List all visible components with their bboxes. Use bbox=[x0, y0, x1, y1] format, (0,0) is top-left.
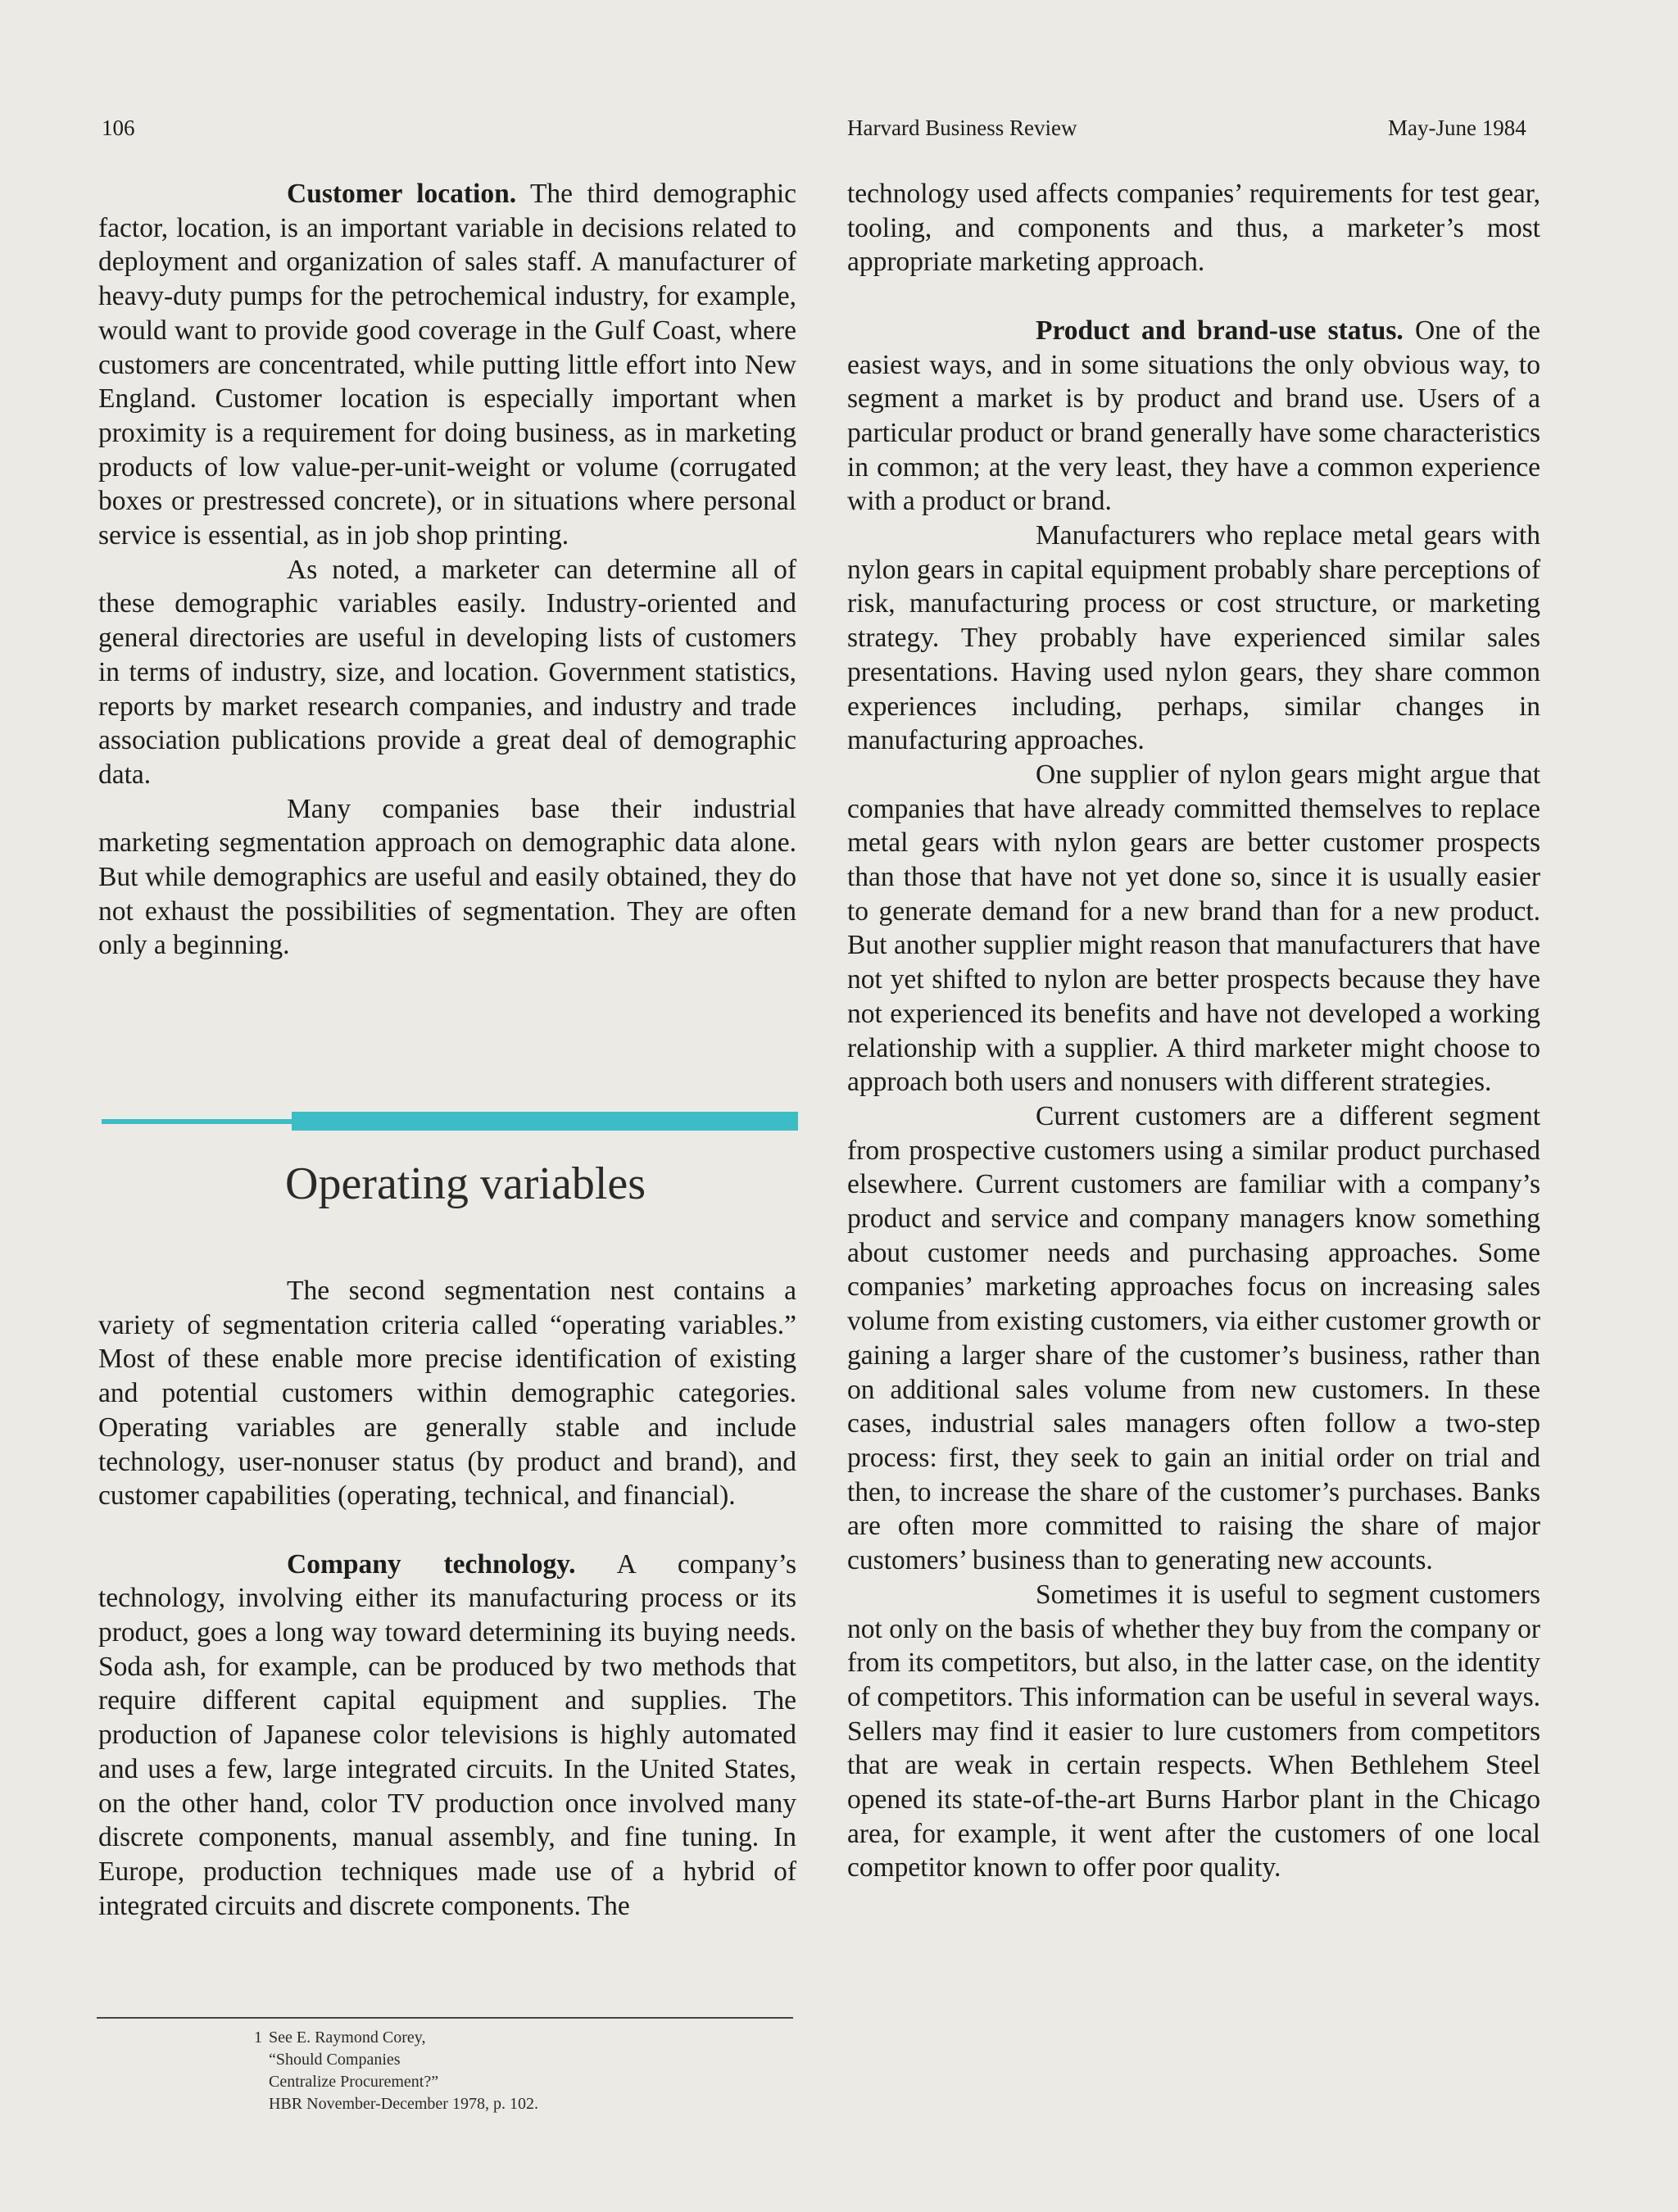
paragraph-company-technology: Company technology. A company’s technology, involving either its manufacturing process or its product, goes a long way toward determining its buying needs. Soda ash, for example, can be produced by two methods that require different capital equipment and supplies. The production of Japanese color televisions is highly automated and uses a few, large integrated circuits. In the United States, on the other hand, color TV production once involved many discrete components, manual assembly, and fine tuning. In Europe, production techniques made use of a hybrid of integrated circuits and discrete components. The bbox=[98, 1548, 796, 1921]
paragraph: Current customers are a different segment from prospective customers using a similar product purchased elsewhere. Current customers are familiar with a company’s product and service and company managers know something about customer needs and purchasing approaches. Some companies’ marketing approaches focus on increasing sales volume from existing customers, via either customer growth or gaining a larger share of the customer’s business, rather than on additional sales volume from new customers. In these cases, industrial sales managers often follow a two-step process: first, they seek to gain an initial order on trial and then, to increase the share of the customer’s purchases. Banks are often more committed to raising the share of major customers’ business than to generating new accounts. bbox=[847, 1100, 1540, 1576]
paragraph: As noted, a marketer can determine all of these demographic variables easily. Industry-oriented and general directories are useful in developing lists of customers in terms of industry, size, and location. Government statistics, reports by market research companies, and industry and trade association publications provide a great deal of demographic data. bbox=[98, 554, 796, 790]
paragraph: One supplier of nylon gears might argue that companies that have already committed themselves to replace metal gears with nylon gears are better customer prospects than those that have not yet done so, since it is usually easier to generate demand for a new brand than for a new product. But another supplier might reason that manufacturers that have not yet shifted to nylon are better prospects because they have not experienced its benefits and have not developed a working relationship with a supplier. A third marketer might choose to approach both users and nonusers with different strategies. bbox=[847, 759, 1540, 1098]
paragraph-customer-location: Customer location. The third demographic factor, location, is an important variable in decisions related to deployment and organization of sales staff. A manufacturer of heavy-duty pumps for the petrochemical industry, for example, would want to provide good coverage in the Gulf Coast, where customers are concentrated, while putting little effort into New England. Customer location is especially important when proximity is a requirement for doing business, as in marketing products of low value-per-unit-weight or volume (corrugated boxes or prestressed concrete), or in situations where personal service is essential, as in job shop printing. bbox=[98, 179, 797, 551]
footnote bbox=[254, 2027, 538, 2115]
paragraph: Manufacturers who replace metal gears with nylon gears in capital equipment probably share perceptions of risk, manufacturing process or cost structure, or marketing strategy. They probably have experienced similar sales presentations. Having used nylon gears, they share common experiences including, perhaps, similar changes in manufacturing approaches. bbox=[847, 520, 1540, 756]
paragraph: technology used affects companies’ requirements for test gear, tooling, and components and thus, a marketer’s most appropriate marketing approach. bbox=[847, 179, 1540, 278]
issue-date: May-June 1984 bbox=[1388, 116, 1526, 140]
left-column-top bbox=[98, 177, 796, 963]
paragraph: Sometimes it is useful to segment customers not only on the basis of whether they buy from the company or from its competitors, but also, in the latter case, on the identity of competitors. This information can be useful in several ways. Sellers may find it easier to lure customers from competitors that are weak in certain respects. When Bethlehem Steel opened its state-of-the-art Burns Harbor plant in the Chicago area, for example, it went after the customers of one local competitor known to offer poor quality. bbox=[847, 1579, 1540, 1883]
section-divider bbox=[102, 1119, 298, 1124]
footnote-divider bbox=[97, 2017, 793, 2019]
publication-name: Harvard Business Review bbox=[847, 116, 1077, 140]
paragraph: Many companies base their industrial marketing segmentation approach on demographic data alone. But while demographics are useful and easily obtained, they do not exhaust the possibilities of segmentation. They are often only a beginning. bbox=[98, 793, 796, 961]
right-column bbox=[847, 177, 1540, 1885]
section-title: Operating variables bbox=[285, 1158, 646, 1209]
footnote-line: See E. Raymond Corey, bbox=[269, 2028, 426, 2047]
left-column-bottom bbox=[98, 1274, 796, 1923]
paragraph-product-brand-use: Product and brand-use status. One of the easiest ways, and in some situations the only obvious way, to segment a market is by product and brand use. Users of a particular product or brand generally have some characteristics in common; at the very least, they have a common experience with a product or brand. bbox=[847, 315, 1540, 517]
footnote-line: Centralize Procurement?” bbox=[269, 2073, 439, 2091]
section-divider-bar bbox=[292, 1112, 798, 1131]
subheading-customer-location: Customer location. bbox=[287, 179, 517, 209]
subheading-product-brand-use: Product and brand-use status. bbox=[1036, 315, 1404, 346]
paragraph: The second segmentation nest contains a variety of segmentation criteria called “operating variables.” Most of these enable more precise identification of existing and potential customers within demographic categories. Operating variables are generally stable and include technology, user-nonuser status (by product and brand), and customer capabilities (operating, technical, and financial). bbox=[98, 1276, 796, 1512]
footnote-line: HBR November-December 1978, p. 102. bbox=[269, 2095, 538, 2113]
page-number: 106 bbox=[102, 116, 135, 140]
footnote-line: “Should Companies bbox=[269, 2051, 401, 2069]
subheading-company-technology: Company technology. bbox=[287, 1548, 576, 1580]
footnote-number: 1 bbox=[254, 2028, 262, 2047]
